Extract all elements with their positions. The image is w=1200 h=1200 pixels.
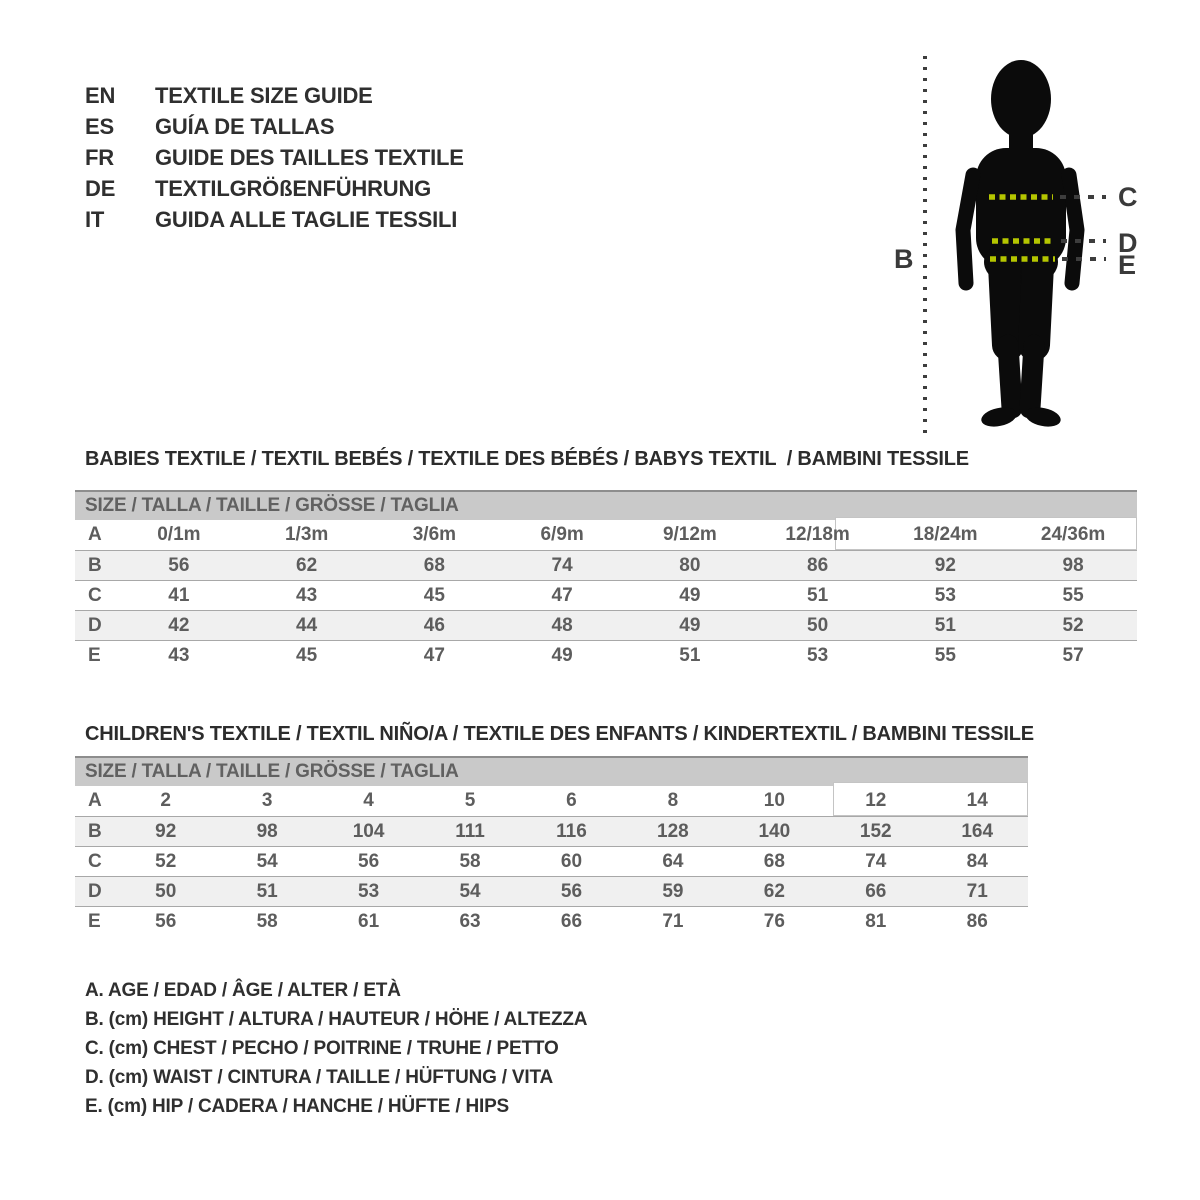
legend-line: C. (cm) CHEST / PECHO / POITRINE / TRUHE / PETTO [85, 1038, 559, 1059]
row-label: A [88, 524, 102, 545]
size-cell: 6/9m [540, 524, 584, 545]
size-cell: 58 [459, 850, 481, 872]
table-row [75, 786, 1028, 816]
size-cell: 50 [155, 880, 177, 902]
row-label: B [88, 554, 102, 576]
size-cell: 68 [423, 554, 445, 576]
table-row [75, 610, 1137, 640]
size-cell: 9/12m [662, 524, 717, 545]
size-cell: 3 [261, 790, 273, 811]
size-cell: 56 [155, 910, 177, 932]
size-cell: 41 [168, 584, 190, 606]
size-cell: 56 [358, 850, 380, 872]
size-cell: 0/1m [157, 524, 201, 545]
height-label: B [894, 244, 914, 274]
table-row [75, 876, 1028, 906]
size-cell: 5 [464, 790, 476, 811]
row-label: E [88, 910, 101, 932]
size-cell: 46 [423, 614, 445, 636]
table-row [75, 846, 1028, 876]
size-cell: 55 [934, 644, 956, 666]
size-cell: 49 [679, 584, 701, 606]
size-cell: 43 [296, 584, 318, 606]
size-cell: 80 [679, 554, 701, 576]
size-cell: 10 [763, 790, 785, 811]
size-cell: 53 [934, 584, 956, 606]
children-table-header-label: SIZE / TALLA / TAILLE / GRÖSSE / TAGLIA [85, 761, 459, 782]
size-cell: 1/3m [284, 524, 329, 545]
language-code: FR [85, 145, 114, 170]
size-cell: 111 [455, 820, 485, 842]
size-cell: 45 [296, 644, 318, 666]
table-row [75, 906, 1028, 936]
size-cell: 55 [1062, 584, 1084, 606]
language-label: GUÍA DE TALLAS [155, 114, 335, 139]
size-cell: 84 [966, 850, 988, 872]
language-row [85, 173, 464, 204]
table-row [75, 640, 1137, 670]
size-cell: 57 [1062, 644, 1084, 666]
table-row [75, 520, 1137, 550]
size-cell: 44 [296, 614, 318, 636]
size-cell: 71 [662, 910, 684, 932]
size-cell: 3/6m [412, 524, 457, 545]
legend-line: A. AGE / EDAD / ÂGE / ALTER / ETÀ [85, 980, 401, 1001]
size-cell: 152 [859, 820, 892, 842]
size-cell: 74 [551, 554, 573, 576]
size-cell: 18/24m [913, 524, 978, 545]
size-cell: 62 [296, 554, 318, 576]
size-cell: 50 [807, 614, 829, 636]
size-cell: 14 [966, 790, 988, 811]
size-cell: 47 [423, 644, 445, 666]
row-label: B [88, 820, 102, 842]
hip-label: E [1118, 250, 1137, 280]
size-cell: 140 [758, 820, 791, 842]
size-cell: 164 [961, 820, 994, 842]
size-cell: 49 [551, 644, 573, 666]
row-label: C [88, 584, 102, 606]
table-row [75, 816, 1028, 846]
size-cell: 4 [363, 790, 374, 811]
size-cell: 63 [459, 910, 481, 932]
language-code: ES [85, 114, 114, 139]
size-cell: 81 [865, 910, 887, 932]
size-cell: 56 [168, 554, 190, 576]
size-cell: 51 [256, 880, 278, 902]
size-cell: 49 [679, 614, 701, 636]
size-cell: 51 [934, 614, 956, 636]
size-cell: 52 [1062, 614, 1084, 636]
row-label: D [88, 614, 102, 636]
size-cell: 12 [865, 790, 887, 811]
size-cell: 42 [168, 614, 190, 636]
language-label: TEXTILGRÖßENFÜHRUNG [155, 176, 432, 201]
babies-table [75, 490, 1137, 670]
language-label: TEXTILE SIZE GUIDE [155, 83, 373, 108]
size-cell: 98 [1062, 554, 1084, 576]
size-cell: 104 [352, 820, 385, 842]
language-label: GUIDE DES TAILLES TEXTILE [155, 145, 464, 170]
table-row [75, 550, 1137, 580]
children-section-title: CHILDREN'S TEXTILE / TEXTIL NIÑO/A / TEXTILE DES ENFANTS / KINDERTEXTIL / BAMBINI TESSILE [85, 723, 1034, 745]
row-label: C [88, 850, 102, 872]
waist-label: D [1118, 228, 1138, 258]
chest-label: C [1118, 182, 1138, 212]
table-row [75, 580, 1137, 610]
size-cell: 52 [155, 850, 177, 872]
size-cell: 92 [155, 820, 177, 842]
size-cell: 47 [551, 584, 573, 606]
size-cell: 86 [966, 910, 988, 932]
size-cell: 24/36m [1040, 524, 1106, 545]
size-cell: 66 [865, 880, 887, 902]
language-code: EN [85, 83, 116, 108]
legend-line: E. (cm) HIP / CADERA / HANCHE / HÜFTE / HIPS [85, 1096, 510, 1117]
size-cell: 56 [560, 880, 583, 902]
language-row [85, 111, 464, 142]
measurement-legend [85, 976, 587, 1121]
size-cell: 51 [679, 644, 701, 666]
size-cell: 86 [807, 554, 829, 576]
size-cell: 66 [560, 910, 583, 932]
language-code: IT [85, 207, 105, 232]
size-cell: 74 [865, 850, 887, 872]
size-cell: 62 [763, 880, 785, 902]
size-cell: 53 [358, 880, 380, 902]
size-cell: 51 [807, 584, 829, 606]
size-cell: 48 [551, 614, 573, 636]
size-cell: 61 [358, 910, 380, 932]
size-cell: 12/18m [785, 524, 850, 545]
size-cell: 98 [256, 820, 278, 842]
measurement-figure [880, 50, 1160, 450]
row-label: E [88, 644, 101, 666]
babies-table-header [75, 490, 1137, 520]
language-row [85, 142, 464, 173]
size-cell: 8 [667, 790, 679, 811]
language-label: GUIDA ALLE TAGLIE TESSILI [155, 207, 458, 232]
legend-line: D. (cm) WAIST / CINTURA / TAILLE / HÜFTUNG / VITA [85, 1067, 553, 1088]
size-cell: 64 [662, 850, 684, 872]
children-table [75, 756, 1028, 936]
language-code: DE [85, 176, 116, 201]
size-cell: 53 [807, 644, 829, 666]
size-cell: 92 [934, 554, 956, 576]
language-row [85, 80, 464, 111]
child-silhouette-icon [880, 50, 1160, 450]
child-silhouette [963, 60, 1077, 430]
size-cell: 2 [160, 790, 171, 811]
size-cell: 59 [662, 880, 684, 902]
row-label: A [88, 790, 102, 811]
size-cell: 76 [763, 910, 785, 932]
size-cell: 43 [168, 644, 190, 666]
legend-line: B. (cm) HEIGHT / ALTURA / HAUTEUR / HÖHE / ALTEZZA [85, 1009, 588, 1030]
size-cell: 60 [560, 850, 583, 872]
size-cell: 71 [966, 880, 988, 902]
babies-table-header-label: SIZE / TALLA / TAILLE / GRÖSSE / TAGLIA [85, 495, 459, 516]
size-cell: 54 [256, 850, 278, 872]
babies-section-title: BABIES TEXTILE / TEXTIL BEBÉS / TEXTILE DES BÉBÉS / BABYS TEXTIL / BAMBINI TESSILE [85, 448, 969, 470]
language-row [85, 204, 464, 235]
size-cell: 45 [423, 584, 445, 606]
size-cell: 54 [459, 880, 481, 902]
size-cell: 68 [763, 850, 785, 872]
size-cell: 6 [566, 790, 577, 811]
size-cell: 128 [657, 820, 689, 842]
language-list [85, 80, 464, 235]
row-label: D [88, 880, 102, 902]
size-cell: 116 [556, 820, 587, 842]
size-cell: 58 [256, 910, 278, 932]
